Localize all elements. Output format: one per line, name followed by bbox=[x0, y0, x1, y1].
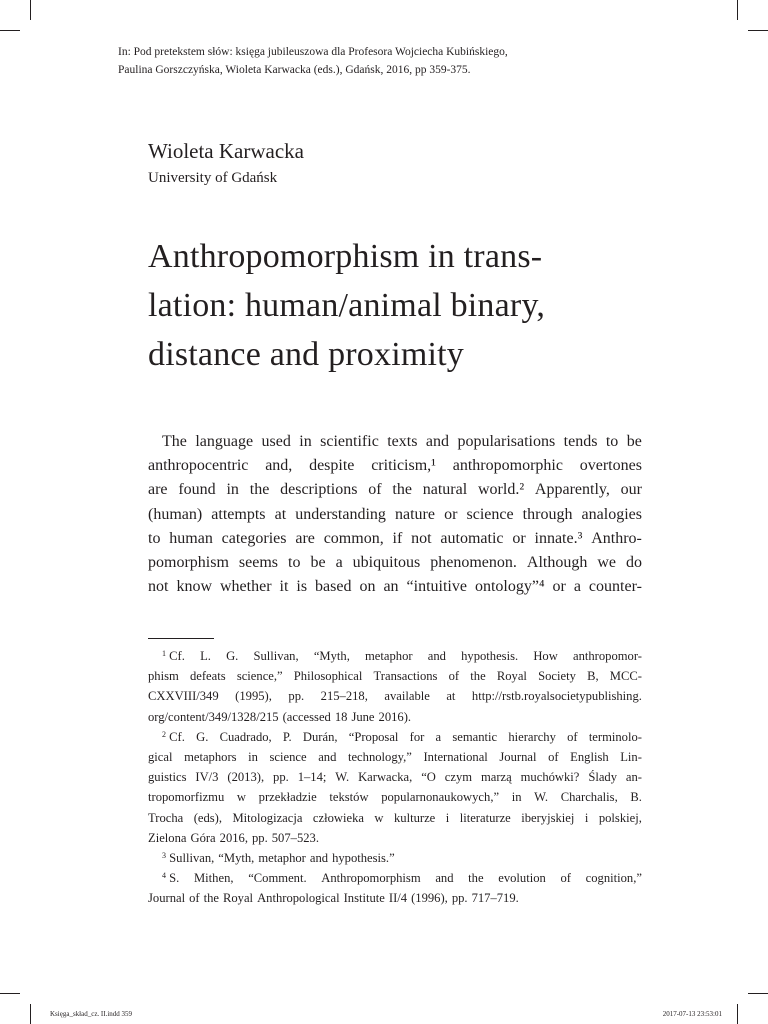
crop-mark-bottom-right-h bbox=[748, 993, 768, 994]
crop-mark-bottom-left-v bbox=[30, 1004, 31, 1024]
text-line: pomorphism seems to be a ubiquitous phenomenon. Although we do bbox=[148, 554, 642, 572]
footnote-line: Zielona Góra 2016, pp. 507–523. bbox=[148, 830, 319, 845]
text-line: are found in the descriptions of the natural world.² Apparently, our bbox=[148, 481, 642, 499]
text-line: not know whether it is based on an “intuitive ontology”⁴ or a counter- bbox=[148, 578, 642, 596]
slug-timestamp: 2017-07-13 23:53:01 bbox=[662, 1010, 722, 1018]
footnote-line: guistics IV/3 (2013), pp. 1–14; W. Karwacka, “O czym marzą muchówki? Ślady an- bbox=[148, 770, 642, 785]
crop-mark-top-right-v bbox=[737, 0, 738, 20]
article-title bbox=[148, 232, 668, 379]
footnote-line: org/content/349/1328/215 (accessed 18 June 2016). bbox=[148, 709, 412, 724]
title-line: lation: human/animal binary, bbox=[148, 287, 546, 324]
crop-mark-bottom-left-h bbox=[0, 993, 20, 994]
footnote-number: 3 bbox=[162, 851, 166, 861]
text-line: to human categories are common, if not automatic or innate.³ Anthro- bbox=[148, 529, 642, 547]
body-paragraph bbox=[148, 430, 642, 599]
footnote-line: CXXVIII/349 (1995), pp. 215–218, available at http://rstb.royalsocietypublishing. bbox=[148, 689, 642, 704]
footnote-line: tropomorfizmu w przekładzie tekstów popularnonaukowych,” in W. Charchalis, B. bbox=[148, 790, 642, 805]
footnote-separator bbox=[148, 638, 214, 639]
footnote-number: 2 bbox=[162, 729, 166, 739]
citation-line: Paulina Gorszczyńska, Wioleta Karwacka (eds.), Gdańsk, 2016, pp 359-375. bbox=[118, 64, 471, 76]
citation-line: In: Pod pretekstem słów: księga jubileuszowa dla Profesora Wojciecha Kubińskiego, bbox=[118, 46, 508, 58]
footnote-number: 1 bbox=[162, 649, 166, 658]
footnote-line: $^4$ S. Mithen, “Comment. Anthropomorphism and the evolution of cognition,” bbox=[162, 871, 642, 886]
footnote-line: $^2$ Cf. G. Cuadrado, P. Durán, “Proposal for a semantic hierarchy of terminolo- bbox=[162, 729, 642, 744]
footnote-line: $^3$ Sullivan, “Myth, metaphor and hypothesis.” bbox=[162, 851, 395, 866]
crop-mark-top-left-v bbox=[30, 0, 31, 20]
text-line: anthropocentric and, despite criticism,¹ anthropomorphic overtones bbox=[148, 457, 642, 475]
title-line: Anthropomorphism in trans- bbox=[148, 238, 543, 275]
text-line: The language used in scientific texts and popularisations tends to be bbox=[162, 433, 642, 450]
footnote-line: gical metaphors in science and technology,” International Journal of English Lin- bbox=[148, 750, 642, 765]
text-line: (human) attempts at understanding nature or science through analogies bbox=[148, 505, 642, 523]
footnotes bbox=[148, 646, 642, 909]
footnote-number: 4 bbox=[162, 871, 166, 881]
citation-header bbox=[118, 43, 678, 79]
crop-mark-top-left-h bbox=[0, 30, 20, 31]
footnote-line: $^1$ Cf. L. G. Sullivan, “Myth, metaphor and hypothesis. How anthropomor- bbox=[162, 649, 642, 663]
author-affiliation: University of Gdańsk bbox=[148, 170, 278, 186]
slug-file-info: Księga_skład_cz. II.indd 359 bbox=[50, 1010, 133, 1018]
crop-mark-top-right-h bbox=[748, 30, 768, 31]
footnote-line: Trocha (eds), Mitologizacja człowieka w kulturze i literaturze iberyjskiej i polskiej, bbox=[148, 810, 642, 825]
footnote-line: Journal of the Royal Anthropological Institute II/4 (1996), pp. 717–719. bbox=[148, 891, 519, 906]
title-line: distance and proximity bbox=[148, 336, 464, 373]
author-name: Wioleta Karwacka bbox=[148, 139, 304, 163]
crop-mark-bottom-right-v bbox=[737, 1004, 738, 1024]
footnote-line: phism defeats science,” Philosophical Transactions of the Royal Society B, MCC- bbox=[148, 669, 642, 684]
